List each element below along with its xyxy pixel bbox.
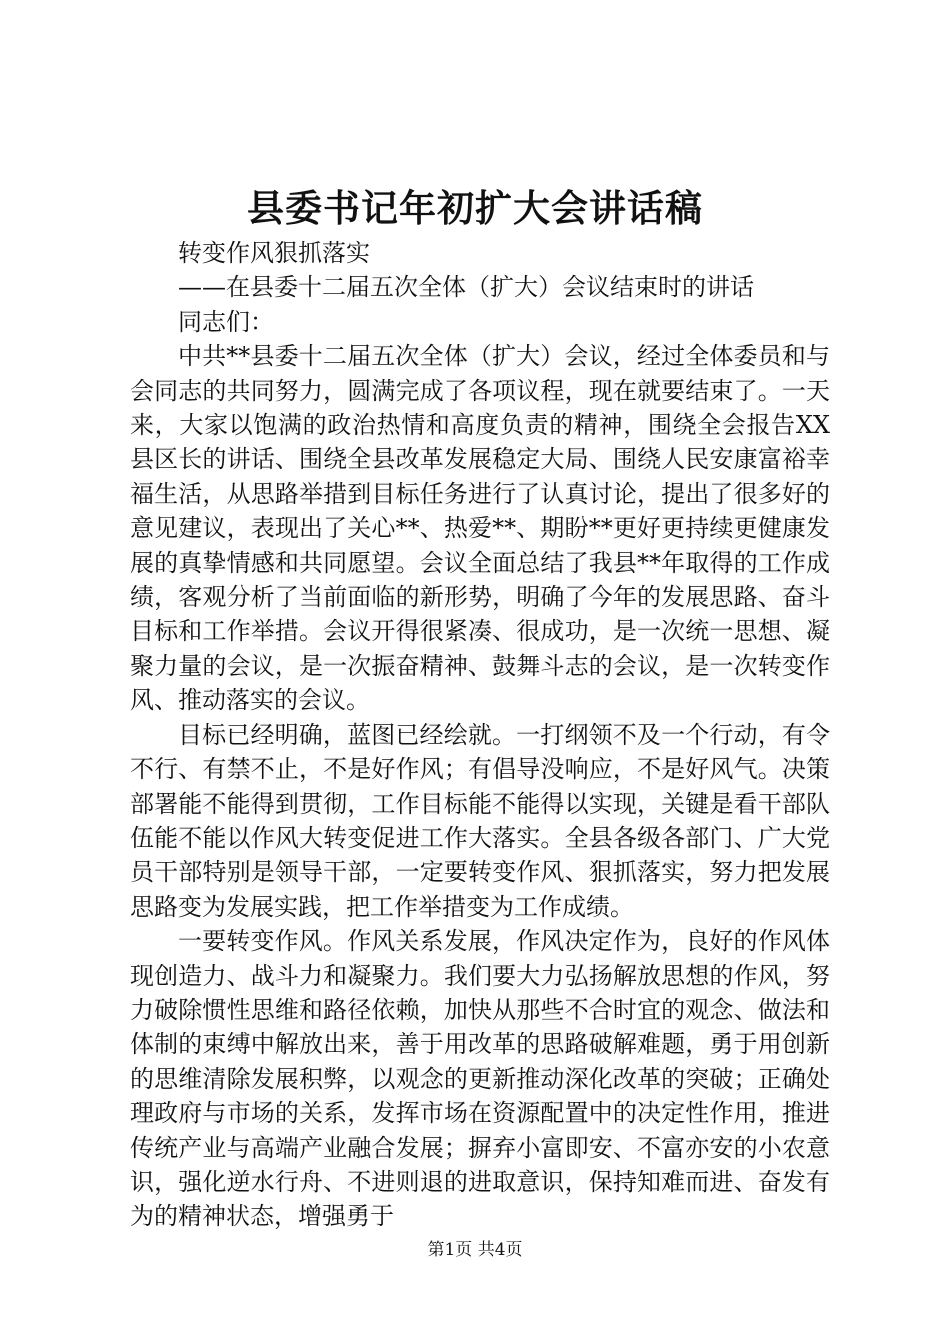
document-subtitle: 转变作风狠抓落实 bbox=[178, 239, 370, 267]
document-subheading: ——在县委十二届五次全体（扩大）会议结束时的讲话 bbox=[178, 273, 754, 302]
document-body bbox=[130, 236, 830, 1234]
body-paragraph: 目标已经明确，蓝图已经绘就。一打纲领不及一个行动，有令不行、有禁不止，不是好作风；有倡导没响应，不是好风气。决策部署能不能得到贯彻，工作目标能不能得以实现，关键是看干部队伍能不能以作风大转变促进工作大落实。全县各级各部门、广大党员干部特别是领导干部，一定要转变作风、狠抓落实，努力把发展思路变为发展实践，把工作举措变为工作成绩。 bbox=[130, 720, 830, 921]
salutation: 同志们： bbox=[178, 307, 274, 336]
body-paragraph: 一要转变作风。作风关系发展，作风决定作为，良好的作风体现创造力、战斗力和凝聚力。我们要大力弘扬解放思想的作风，努力破除惯性思维和路径依赖，加快从那些不合时宜的观念、做法和体制的束缚中解放出来，善于用改革的思路破解难题，勇于用创新的思维清除发展积弊，以观念的更新推动深化改革的突破；正确处理政府与市场的关系，发挥市场在资源配置中的决定性作用，推进传统产业与高端产业融合发展；摒弃小富即安、不富亦安的小农意识，强化逆水行舟、不进则退的进取意识，保持知难而进、奋发有为的精神状态，增强勇于 bbox=[130, 927, 830, 1231]
page-footer: 第1页 共4页 bbox=[427, 1240, 523, 1260]
body-paragraph: 中共**县委十二届五次全体（扩大）会议，经过全体委员和与会同志的共同努力，圆满完成了各项议程，现在就要结束了。一天来，大家以饱满的政治热情和高度负责的精神，围绕全会报告XX县区长的讲话、围绕全县改革发展稳定大局、围绕人民安康富裕幸福生活，从思路举措到目标任务进行了认真讨论，提出了很多好的意见建议，表现出了关心**、热爱**、期盼**更好更持续更健康发展的真挚情感和共同愿望。会议全面总结了我县**年取得的工作成绩，客观分析了当前面临的新形势，明确了今年的发展思路、奋斗目标和工作举措。会议开得很紧凑、很成功，是一次统一思想、凝聚力量的会议，是一次振奋精神、鼓舞斗志的会议，是一次转变作风、推动落实的会议。 bbox=[130, 342, 830, 715]
document-title: 县委书记年初扩大会讲话稿 bbox=[247, 187, 703, 230]
